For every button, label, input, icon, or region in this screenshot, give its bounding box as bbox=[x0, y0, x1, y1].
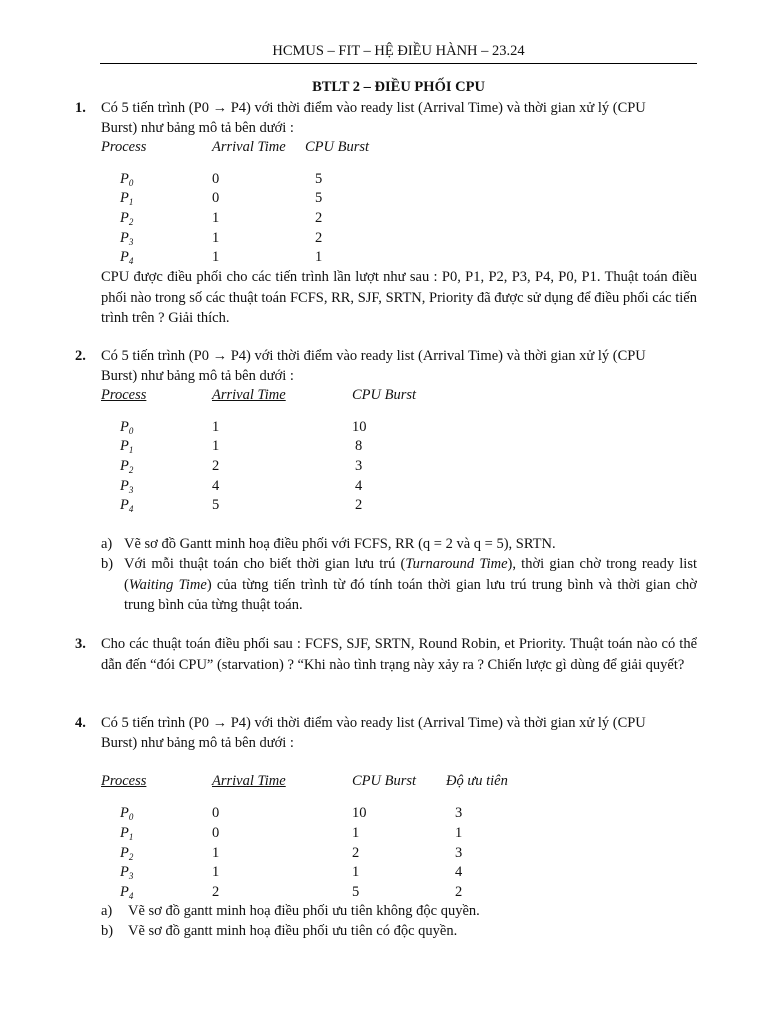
q2-number: 2. bbox=[75, 348, 86, 364]
table-row: $P_4$ bbox=[120, 249, 134, 266]
cell-burst: 2 bbox=[355, 497, 363, 513]
table-row: $P_3$ bbox=[120, 478, 134, 495]
table-row: $P_3$ bbox=[120, 864, 134, 881]
q2-header-process: Process bbox=[101, 387, 147, 403]
cell-arrival: 0 bbox=[212, 171, 220, 187]
header-rule bbox=[100, 63, 697, 64]
table-row: $P_2$ bbox=[120, 845, 134, 862]
q3-question-text: Cho các thuật toán điều phối sau : FCFS, SJF, SRTN, Round Robin, et Priority. Thuật toán nào có thể dẫn đến “đói CPU” (starvation) ? “Khi nào tình trạng này xảy ra ? Chiến lược gì dùng để giải quyết? bbox=[101, 636, 697, 673]
table-row: $P_1$ bbox=[120, 438, 134, 455]
cell-priority: 2 bbox=[455, 884, 463, 900]
q4-header-process: Process bbox=[101, 773, 147, 789]
q3-number: 3. bbox=[75, 636, 86, 652]
cell-burst: 3 bbox=[355, 458, 363, 474]
cell-burst: 4 bbox=[355, 478, 363, 494]
cell-arrival: 1 bbox=[212, 249, 220, 265]
cell-arrival: 1 bbox=[212, 210, 220, 226]
q1-line2: Burst) như bảng mô tả bên dưới : bbox=[101, 120, 294, 136]
table-row: $P_2$ bbox=[120, 210, 134, 227]
cell-priority: 4 bbox=[455, 864, 463, 880]
q1-question-text: CPU được điều phối cho các tiến trình lần lượt như sau : P0, P1, P2, P3, P4, P0, P1. Thuật toán điều phối nào trong số các thuật toán FCFS, RR, SJF, SRTN, Priority đã được sử dụng để điều phối các tiến trình trên ? Giải thích. bbox=[101, 269, 697, 326]
q4b-text: Vẽ sơ đồ gantt minh hoạ điều phối ưu tiên có độc quyền. bbox=[128, 923, 458, 939]
cell-priority: 3 bbox=[455, 845, 463, 861]
cell-burst: 10 bbox=[352, 805, 367, 821]
q4a-text: Vẽ sơ đồ gantt minh hoạ điều phối ưu tiên không độc quyền. bbox=[128, 903, 480, 919]
q1-line1: Có 5 tiến trình (P0 → P4) với thời điểm vào ready list (Arrival Time) và thời gian xử lý (CPU bbox=[101, 100, 646, 116]
cell-burst: 5 bbox=[352, 884, 360, 900]
cell-arrival: 2 bbox=[212, 884, 220, 900]
cell-arrival: 5 bbox=[212, 497, 220, 513]
q4-header-arrival: Arrival Time bbox=[212, 773, 286, 789]
page-title: BTLT 2 – ĐIỀU PHỐI CPU bbox=[312, 79, 485, 95]
table-row: $P_0$ bbox=[120, 419, 134, 436]
cell-burst: 1 bbox=[315, 249, 323, 265]
q2-header-burst: CPU Burst bbox=[352, 387, 417, 403]
q4-header-priority: Độ ưu tiên bbox=[446, 773, 508, 789]
q2b-text: Với mỗi thuật toán cho biết thời gian lưu trú (Turnaround Time), thời gian chờ trong ready list (Waiting Time) của từng tiến trình từ đó tính toán thời gian lưu trú trung bình và thời gian chờ trung bình của từng thuật toán. bbox=[124, 556, 697, 613]
q2b-label: b) bbox=[101, 556, 114, 572]
table-row: $P_0$ bbox=[120, 171, 134, 188]
cell-burst: 10 bbox=[352, 419, 367, 435]
table-row: $P_1$ bbox=[120, 825, 134, 842]
cell-arrival: 1 bbox=[212, 419, 220, 435]
table-row: $P_4$ bbox=[120, 884, 134, 901]
cell-arrival: 1 bbox=[212, 845, 220, 861]
cell-burst: 2 bbox=[315, 230, 323, 246]
cell-arrival: 0 bbox=[212, 190, 220, 206]
q4-number: 4. bbox=[75, 715, 86, 731]
cell-burst: 1 bbox=[352, 825, 360, 841]
table-row: $P_2$ bbox=[120, 458, 134, 475]
q4b-label: b) bbox=[101, 923, 114, 939]
q1-header-burst: CPU Burst bbox=[305, 139, 370, 155]
cell-arrival: 1 bbox=[212, 230, 220, 246]
table-row: $P_1$ bbox=[120, 190, 134, 207]
table-row: $P_4$ bbox=[120, 497, 134, 514]
q2-line2: Burst) như bảng mô tả bên dưới : bbox=[101, 368, 294, 384]
cell-arrival: 4 bbox=[212, 478, 220, 494]
q1-header-arrival: Arrival Time bbox=[212, 139, 286, 155]
q4a-label: a) bbox=[101, 903, 113, 919]
cell-arrival: 1 bbox=[212, 864, 220, 880]
table-row: $P_3$ bbox=[120, 230, 134, 247]
cell-arrival: 0 bbox=[212, 805, 220, 821]
cell-priority: 1 bbox=[455, 825, 463, 841]
q1-number: 1. bbox=[75, 100, 86, 116]
q4-header-burst: CPU Burst bbox=[352, 773, 417, 789]
cell-burst: 2 bbox=[315, 210, 323, 226]
cell-burst: 5 bbox=[315, 171, 323, 187]
cell-burst: 2 bbox=[352, 845, 360, 861]
course-header: HCMUS – FIT – HỆ ĐIỀU HÀNH – 23.24 bbox=[272, 43, 525, 59]
q2a-text: Vẽ sơ đồ Gantt minh hoạ điều phối với FCFS, RR (q = 2 và q = 5), SRTN. bbox=[124, 536, 556, 552]
table-row: $P_0$ bbox=[120, 805, 134, 822]
cell-priority: 3 bbox=[455, 805, 463, 821]
cell-burst: 8 bbox=[355, 438, 363, 454]
cell-arrival: 1 bbox=[212, 438, 220, 454]
q2a-label: a) bbox=[101, 536, 113, 552]
cell-burst: 1 bbox=[352, 864, 360, 880]
cell-arrival: 0 bbox=[212, 825, 220, 841]
q2-header-arrival: Arrival Time bbox=[212, 387, 286, 403]
q4-line2: Burst) như bảng mô tả bên dưới : bbox=[101, 735, 294, 751]
q1-header-process: Process bbox=[101, 139, 147, 155]
cell-arrival: 2 bbox=[212, 458, 220, 474]
q2-line1: Có 5 tiến trình (P0 → P4) với thời điểm vào ready list (Arrival Time) và thời gian xử lý (CPU bbox=[101, 348, 646, 364]
cell-burst: 5 bbox=[315, 190, 323, 206]
q4-line1: Có 5 tiến trình (P0 → P4) với thời điểm vào ready list (Arrival Time) và thời gian xử lý (CPU bbox=[101, 715, 646, 731]
